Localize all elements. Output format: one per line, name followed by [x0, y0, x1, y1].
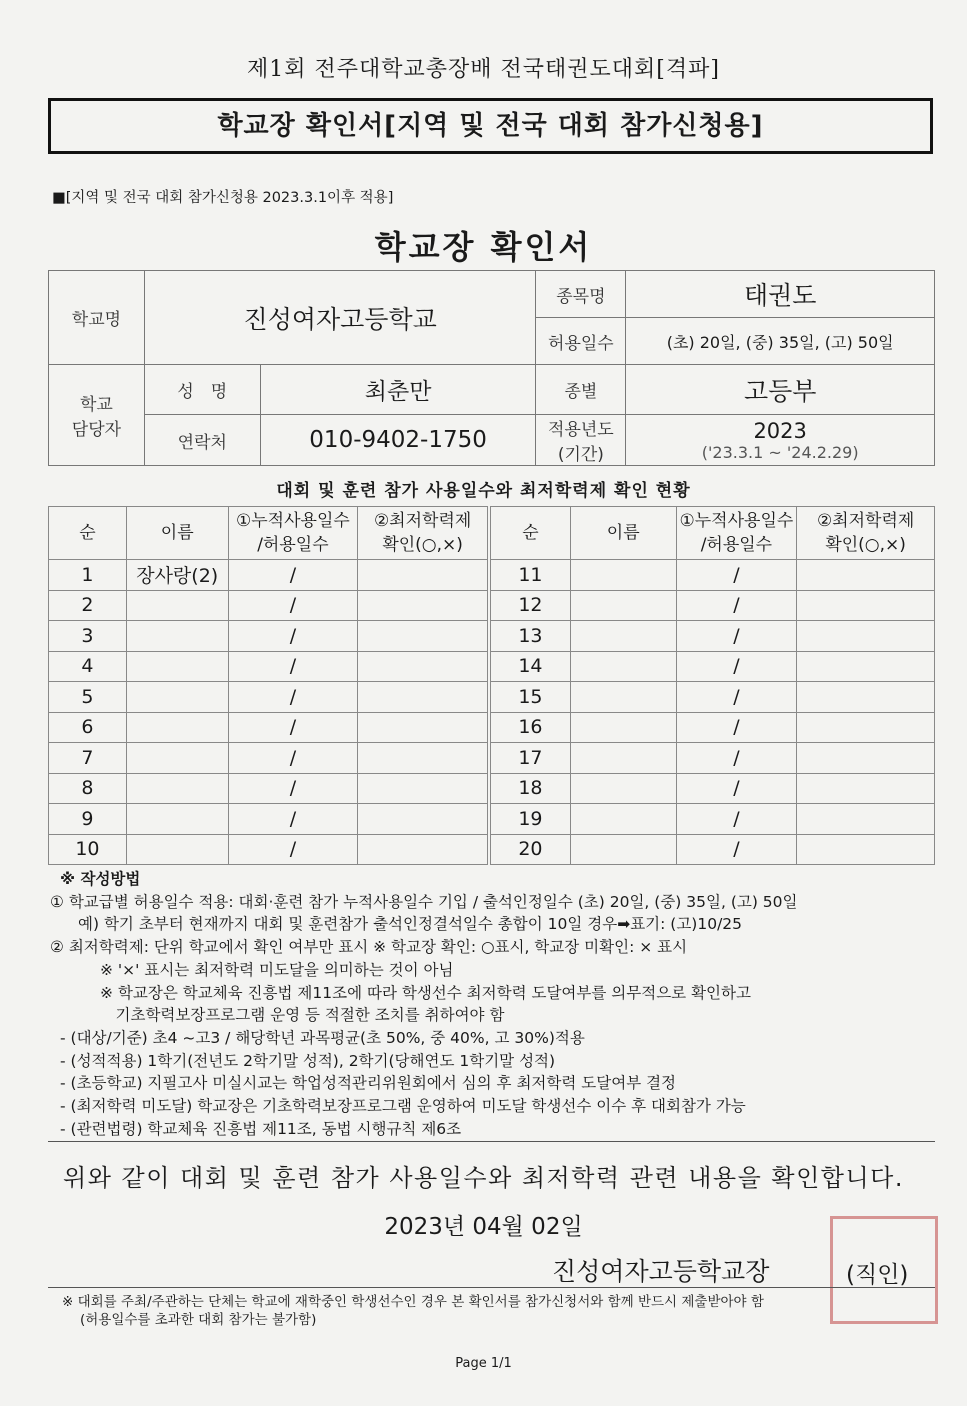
header-usage-line2: /허용일수	[257, 535, 329, 555]
row-number[interactable]: 13	[491, 621, 571, 652]
name-label: 성 명	[144, 365, 260, 415]
instructions	[50, 868, 930, 1140]
principal-name: 진성여자고등학교장	[552, 1257, 770, 1286]
row-min-academic[interactable]	[797, 804, 935, 835]
row-usage-days[interactable]: /	[228, 621, 358, 652]
division-label: 종별	[536, 365, 626, 415]
row-usage-days[interactable]: /	[676, 651, 797, 682]
table-row	[491, 804, 935, 835]
row-name[interactable]	[126, 834, 228, 865]
row-name[interactable]	[570, 773, 676, 804]
contact-value: 010-9402-1750	[260, 415, 536, 466]
row-min-academic[interactable]	[797, 834, 935, 865]
row-name[interactable]	[570, 834, 676, 865]
row-name[interactable]	[570, 682, 676, 713]
instruction-line: - (성적적용) 1학기(전년도 2학기말 성적), 2학기(당해연도 1학기말 성적)	[60, 1051, 556, 1070]
row-usage-days[interactable]: /	[676, 834, 797, 865]
table-row	[49, 560, 488, 591]
instruction-line: ① 학교급별 허용일수 적용: 대회·훈련 참가 누적사용일수 기입 / 출석인정일수 (초) 20일, (중) 35일, (고) 50일	[50, 892, 798, 911]
instruction-line: - (초등학교) 지필고사 미실시교는 학업성적관리위원회에서 심의 후 최저학력 도달여부 결정	[60, 1074, 677, 1093]
row-number[interactable]: 17	[491, 743, 571, 774]
header-usage-line1: ①누적사용일수	[236, 511, 350, 531]
row-usage-days[interactable]: /	[676, 804, 797, 835]
year-label-line2: (기간)	[557, 445, 604, 465]
header-min	[358, 507, 488, 560]
table-row	[491, 560, 935, 591]
row-usage-days[interactable]: /	[676, 712, 797, 743]
row-name[interactable]	[126, 804, 228, 835]
row-number[interactable]: 9	[49, 804, 127, 835]
allowed-days-value: (초) 20일, (중) 35일, (고) 50일	[626, 318, 935, 365]
row-name[interactable]	[570, 651, 676, 682]
header-min-line1: ②최저학력제	[373, 511, 472, 531]
manager-label-line1: 학교	[80, 395, 113, 415]
instructions-title: ※ 작성방법	[60, 870, 141, 888]
header-name: 이름	[570, 507, 676, 560]
confirmation-text: 위와 같이 대회 및 훈련 참가 사용일수와 최저학력 관련 내용을 확인합니다.	[63, 1164, 904, 1192]
instruction-line: - (최저학력 미도달) 학교장은 기초학력보장프로그램 운영하여 미도달 학생선수 이수 후 대회참가 가능	[60, 1097, 746, 1116]
table-row	[491, 712, 935, 743]
row-usage-days[interactable]: /	[676, 682, 797, 713]
table-row	[491, 743, 935, 774]
row-name[interactable]	[570, 712, 676, 743]
footnote-line1: ※ 대회를 주최/주관하는 단체는 학교에 재학중인 학생선수인 경우 본 확인서를 참가신청서와 함께 반드시 제출받아야 함	[62, 1294, 764, 1310]
table-row	[49, 743, 488, 774]
row-usage-days[interactable]: /	[228, 682, 358, 713]
competition-title: 제1회 전주대학교총장배 전국태권도대회[격파]	[247, 57, 720, 82]
divider	[48, 1287, 935, 1288]
header-usage-line1: ①누적사용일수	[679, 511, 794, 531]
row-min-academic[interactable]	[797, 651, 935, 682]
divider	[48, 1141, 935, 1142]
row-min-academic[interactable]	[797, 590, 935, 621]
row-usage-days[interactable]: /	[228, 651, 358, 682]
row-min-academic[interactable]	[358, 712, 488, 743]
school-name-value: 진성여자고등학교	[144, 271, 536, 365]
footnote-line2: (허용일수를 초과한 대회 참가는 불가함)	[80, 1312, 317, 1328]
header-min-line2: 확인(○,×)	[382, 535, 463, 555]
issue-date: 2023년 04월 02일	[384, 1214, 583, 1240]
event-value: 태권도	[626, 271, 935, 318]
row-number[interactable]: 18	[491, 773, 571, 804]
row-number[interactable]: 16	[491, 712, 571, 743]
table-row	[491, 621, 935, 652]
header-min-line2: 확인(○,×)	[825, 535, 906, 555]
row-min-academic[interactable]	[358, 834, 488, 865]
header-usage	[228, 507, 358, 560]
row-min-academic[interactable]	[358, 804, 488, 835]
document-title: 학교장 확인서[지역 및 전국 대회 참가신청용]	[217, 111, 764, 141]
row-number[interactable]: 10	[49, 834, 127, 865]
row-usage-days[interactable]: /	[676, 621, 797, 652]
table-row	[491, 773, 935, 804]
row-name[interactable]	[570, 743, 676, 774]
row-usage-days[interactable]: /	[676, 743, 797, 774]
row-number[interactable]: 4	[49, 651, 127, 682]
table-row	[491, 682, 935, 713]
table-row	[49, 804, 488, 835]
header-name: 이름	[126, 507, 228, 560]
row-min-academic[interactable]	[358, 621, 488, 652]
header-no: 순	[49, 507, 127, 560]
row-usage-days[interactable]: /	[228, 560, 358, 591]
row-name[interactable]	[126, 712, 228, 743]
instructions-list	[50, 891, 930, 1141]
row-name[interactable]	[126, 773, 228, 804]
school-info-table	[48, 270, 935, 466]
row-number[interactable]: 20	[491, 834, 571, 865]
row-number[interactable]: 2	[49, 590, 127, 621]
page-number: Page 1/1	[455, 1356, 512, 1371]
row-min-academic[interactable]	[797, 560, 935, 591]
table-row	[49, 651, 488, 682]
table-row	[49, 773, 488, 804]
division-value: 고등부	[626, 365, 935, 415]
row-usage-days[interactable]: /	[228, 773, 358, 804]
instruction-line: ② 최저학력제: 단위 학교에서 확인 여부만 표시 ※ 학교장 확인: ○표시, 학교장 미확인: × 표시	[50, 938, 688, 957]
status-title: 대회 및 훈련 참가 사용일수와 최저학력제 확인 현황	[276, 481, 691, 501]
instruction-line: - (관련법령) 학교체육 진흥법 제11조, 동법 시행규칙 제6조	[60, 1119, 462, 1138]
row-min-academic[interactable]	[358, 590, 488, 621]
main-title: 학교장 확인서	[374, 228, 593, 266]
header-usage-line2: /허용일수	[700, 535, 773, 555]
document-title-box	[48, 98, 933, 154]
row-number[interactable]: 7	[49, 743, 127, 774]
year-cell	[626, 415, 935, 466]
footnote	[62, 1293, 764, 1329]
row-min-academic[interactable]	[797, 773, 935, 804]
table-header-row	[491, 507, 935, 560]
applicability-note: ■[지역 및 전국 대회 참가신청용 2023.3.1이후 적용]	[52, 190, 394, 206]
table-row	[491, 651, 935, 682]
year-value: 2023	[753, 418, 807, 443]
manager-name-value: 최춘만	[260, 365, 536, 415]
row-usage-days[interactable]: /	[676, 590, 797, 621]
table-row	[49, 712, 488, 743]
row-usage-days[interactable]: /	[228, 712, 358, 743]
row-name[interactable]	[126, 682, 228, 713]
row-usage-days[interactable]: /	[228, 590, 358, 621]
row-name[interactable]: 장사랑(2)	[126, 560, 228, 591]
period-value: ('23.3.1 ~ '24.2.29)	[701, 442, 859, 462]
row-min-academic[interactable]	[797, 682, 935, 713]
manager-label	[49, 365, 145, 466]
row-min-academic[interactable]	[358, 743, 488, 774]
event-label: 종목명	[536, 271, 626, 318]
row-min-academic[interactable]	[358, 682, 488, 713]
row-usage-days[interactable]: /	[228, 834, 358, 865]
table-row	[491, 590, 935, 621]
row-name[interactable]	[570, 621, 676, 652]
seal-label: (직인)	[846, 1262, 909, 1288]
row-number[interactable]: 11	[491, 560, 571, 591]
row-name[interactable]	[126, 621, 228, 652]
contact-label: 연락처	[144, 415, 260, 466]
row-number[interactable]: 3	[49, 621, 127, 652]
row-usage-days[interactable]: /	[228, 743, 358, 774]
status-table-left	[48, 506, 488, 865]
row-usage-days[interactable]: /	[228, 804, 358, 835]
row-name[interactable]	[570, 560, 676, 591]
row-min-academic[interactable]	[797, 712, 935, 743]
row-number[interactable]: 12	[491, 590, 571, 621]
school-name-label: 학교명	[49, 271, 145, 365]
row-usage-days[interactable]: /	[676, 560, 797, 591]
allowed-days-label: 허용일수	[536, 318, 626, 365]
row-number[interactable]: 5	[49, 682, 127, 713]
status-table-right	[490, 506, 935, 865]
header-no: 순	[491, 507, 571, 560]
row-name[interactable]	[570, 804, 676, 835]
table-row	[49, 590, 488, 621]
table-row	[491, 834, 935, 865]
instruction-line: - (대상/기준) 초4 ~고3 / 해당학년 과목평균(초 50%, 중 40%, 고 30%)적용	[60, 1028, 585, 1047]
row-number[interactable]: 15	[491, 682, 571, 713]
row-number[interactable]: 8	[49, 773, 127, 804]
row-min-academic[interactable]	[797, 743, 935, 774]
table-header-row	[49, 507, 488, 560]
row-usage-days[interactable]: /	[676, 773, 797, 804]
header-usage	[676, 507, 797, 560]
row-name[interactable]	[126, 590, 228, 621]
instruction-line: ※ 학교장은 학교체육 진흥법 제11조에 따라 학생선수 최저학력 도달여부를 의무적으로 확인하고	[100, 983, 751, 1002]
row-min-academic[interactable]	[358, 773, 488, 804]
year-label-line1: 적용년도	[548, 420, 614, 440]
instruction-line: ※ '×' 표시는 최저학력 미도달을 의미하는 것이 아님	[100, 960, 454, 979]
header-min	[797, 507, 935, 560]
table-row	[49, 621, 488, 652]
row-min-academic[interactable]	[797, 621, 935, 652]
row-min-academic[interactable]	[358, 651, 488, 682]
year-label	[536, 415, 626, 466]
header-min-line1: ②최저학력제	[816, 511, 915, 531]
row-min-academic[interactable]	[358, 560, 488, 591]
instruction-line: 기초학력보장프로그램 운영 등 적절한 조치를 취하여야 함	[100, 1006, 505, 1025]
manager-label-line2: 담당자	[71, 420, 122, 440]
row-name[interactable]	[126, 651, 228, 682]
row-number[interactable]: 6	[49, 712, 127, 743]
instruction-line: 예) 학기 초부터 현재까지 대회 및 훈련참가 출석인정결석일수 총합이 10일 경우➡표기: (고)10/25	[78, 915, 743, 934]
row-number[interactable]: 14	[491, 651, 571, 682]
row-number[interactable]: 19	[491, 804, 571, 835]
row-name[interactable]	[126, 743, 228, 774]
row-number[interactable]: 1	[49, 560, 127, 591]
row-name[interactable]	[570, 590, 676, 621]
table-row	[49, 682, 488, 713]
table-row	[49, 834, 488, 865]
